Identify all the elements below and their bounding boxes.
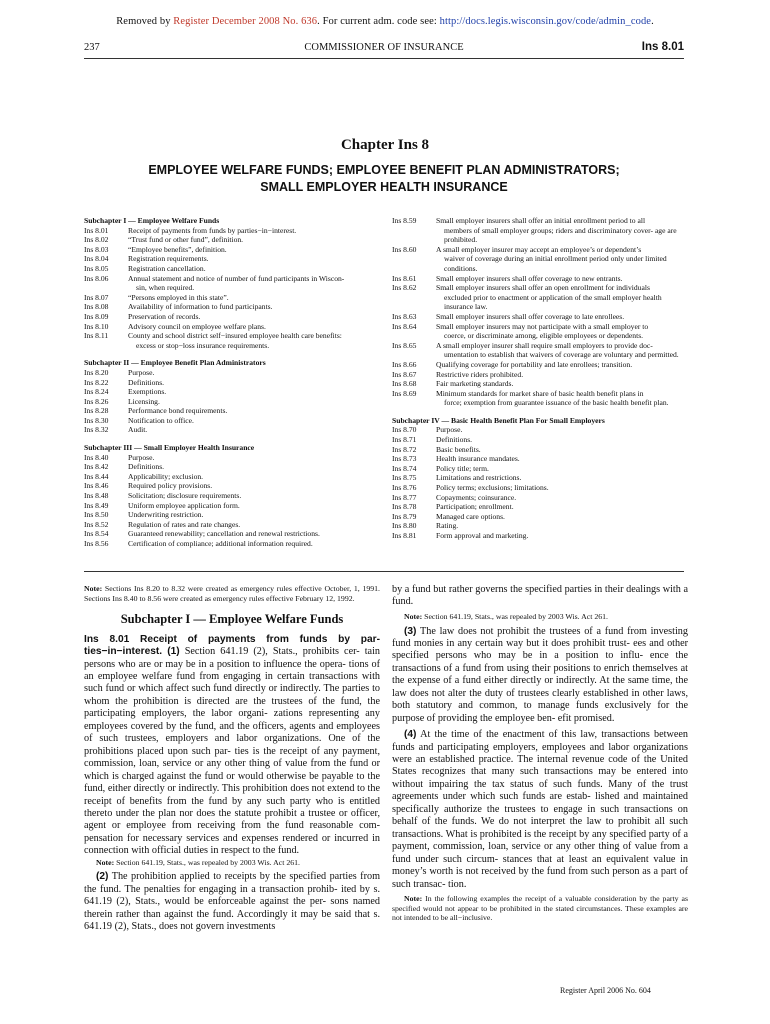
toc-section-number: Ins 8.75 [392, 473, 417, 483]
toc-entry[interactable] [392, 435, 688, 445]
toc-entry[interactable] [392, 379, 688, 389]
header-rule [84, 58, 684, 59]
toc-section-title [436, 245, 688, 274]
subsection-text: The prohibition applied to receipts by the specified parties from the fund. The penalties for engaging in a transaction prohib- ited by s. 641.19 (2), Stats., would be enforceable against the per- sons named therein rather than against the fund. Accordingly it may be said that s. 641.19 (2), Stats., does not govern investments [84, 871, 380, 933]
note-text: Section 641.19, Stats., was repealed by 2003 Wis. Act 261. [114, 857, 300, 867]
toc-section-title [436, 216, 688, 245]
toc-section-title [128, 293, 380, 303]
subsection-2 [84, 871, 380, 933]
toc-section-number: Ins 8.03 [84, 244, 109, 254]
toc-title-text: County and school district self−insured employee health care benefits: [128, 331, 342, 341]
removal-banner [0, 16, 770, 27]
toc-section-number: Ins 8.72 [392, 444, 417, 454]
toc-entry[interactable] [392, 473, 688, 483]
toc-title-text: Underwriting restriction. [128, 510, 204, 520]
toc-section-title [436, 512, 688, 522]
toc-entry[interactable] [84, 529, 380, 539]
toc-title-text: Small employer insurers shall offer an initial enrollment period to all [436, 216, 646, 225]
toc-entry[interactable] [392, 283, 688, 312]
toc-section-title [128, 501, 380, 511]
toc-entry[interactable] [84, 510, 380, 520]
toc-section-number: Ins 8.11 [84, 331, 109, 341]
toc-section-number: Ins 8.60 [392, 244, 417, 254]
note-label: Note: [96, 857, 115, 867]
toc-entry[interactable] [84, 472, 380, 482]
toc-section-number: Ins 8.08 [84, 302, 109, 312]
toc-entry[interactable] [392, 341, 688, 360]
toc-section-number: Ins 8.78 [392, 502, 417, 512]
subsection-3 [392, 626, 688, 726]
toc-entry[interactable] [84, 274, 380, 293]
admin-code-link[interactable]: http://docs.legis.wisconsin.gov/code/admin_code [439, 16, 652, 27]
toc-section-title [128, 397, 380, 407]
toc-section-title [128, 406, 380, 416]
toc-section-title [128, 416, 380, 426]
toc-section-number: Ins 8.30 [84, 415, 109, 425]
statute-note [392, 612, 688, 622]
toc-group [392, 416, 688, 541]
toc-title-continuation: members of small employer groups; riders and discriminatory cover- age are prohibited. [444, 225, 677, 245]
register-link[interactable]: Register December 2008 No. 636 [173, 16, 318, 27]
toc-entry[interactable] [392, 370, 688, 380]
toc-title-text: Small employer insurers shall offer an open enrollment for individuals [436, 283, 650, 293]
toc-section-number: Ins 8.22 [84, 377, 109, 387]
body-left-column [84, 584, 380, 934]
toc-section-number: Ins 8.50 [84, 510, 109, 520]
toc-section-title [128, 425, 380, 435]
toc-section-title [436, 370, 688, 380]
toc-title-text: Availability of information to fund participants. [128, 302, 273, 312]
toc-section-number: Ins 8.68 [392, 379, 417, 389]
running-header [84, 42, 684, 56]
toc-section-number: Ins 8.49 [84, 500, 109, 510]
toc-title-text: Annual statement and notice of number of fund participants in Wiscon- [128, 273, 345, 283]
toc-entry[interactable] [392, 502, 688, 512]
toc-title-continuation: coerce, or discriminate among, eligible employees or dependents. [444, 331, 644, 341]
toc-section-number: Ins 8.59 [392, 216, 417, 225]
toc-section-number: Ins 8.79 [392, 511, 417, 521]
toc-group [84, 443, 380, 549]
toc-section-title [436, 312, 688, 322]
toc-title-text: Performance bond requirements. [128, 406, 228, 416]
toc-group [84, 216, 380, 350]
note-label: Note: [84, 584, 103, 593]
toc-section-number: Ins 8.42 [84, 462, 109, 472]
toc-entry[interactable] [392, 531, 688, 541]
toc-entry[interactable] [84, 226, 380, 236]
toc-title-text: Small employer insurers shall offer coverage to new entrants. [436, 273, 623, 283]
toc-section-number: Ins 8.06 [84, 273, 109, 283]
toc-section-number: Ins 8.24 [84, 387, 109, 397]
toc-subchapter-heading: Subchapter II — Employee Benefit Plan Administrators [84, 358, 266, 368]
note-text: Section 641.19, Stats., was repealed by 2003 Wis. Act 261. [422, 611, 608, 621]
toc-title-text: Purpose. [128, 452, 155, 462]
toc-title-text: A small employer insurer shall require small employers to provide doc- [436, 340, 653, 350]
toc-entry[interactable] [392, 445, 688, 455]
toc-left-column [84, 216, 380, 557]
chapter-title: Chapter Ins 8 [340, 137, 430, 153]
subsection-number: (1) [167, 646, 180, 658]
toc-subchapter-heading: Subchapter IV — Basic Health Benefit Plan For Small Employers [392, 415, 605, 425]
toc-group [392, 216, 688, 408]
banner-middle: . For current adm. code see: [317, 16, 440, 27]
toc-section-title [436, 283, 688, 312]
toc-title-text: Registration cancellation. [128, 263, 206, 273]
toc-section-title [436, 521, 688, 531]
toc-group [84, 358, 380, 435]
toc-section-number: Ins 8.73 [392, 454, 417, 464]
toc-title-text: Restrictive riders prohibited. [436, 369, 524, 379]
toc-section-title [128, 264, 380, 274]
toc-entry[interactable] [392, 216, 688, 245]
section-8-01 [84, 634, 380, 858]
note-label: Note: [404, 611, 423, 621]
toc-title-text: Participation; enrollment. [436, 502, 514, 512]
toc-section-title [128, 235, 380, 245]
toc-entry[interactable] [84, 293, 380, 303]
chapter-heading-line1: EMPLOYEE WELFARE FUNDS; EMPLOYEE BENEFIT PLAN ADMINISTRATORS; [148, 163, 620, 177]
toc-title-text: Applicability; exclusion. [128, 471, 204, 481]
toc-title-text: “Employee benefits”, definition. [128, 244, 227, 254]
toc-section-number: Ins 8.64 [392, 321, 417, 331]
body-right-column [392, 584, 688, 923]
toc-entry[interactable] [84, 331, 380, 350]
chapter-heading-line2: SMALL EMPLOYER HEALTH INSURANCE [260, 180, 508, 194]
toc-section-title [128, 472, 380, 482]
banner-prefix: Removed by [116, 16, 174, 27]
toc-section-number: Ins 8.10 [84, 321, 109, 331]
toc-section-number: Ins 8.74 [392, 463, 417, 473]
section-divider [84, 571, 684, 572]
toc-section-title [128, 387, 380, 397]
toc-entry[interactable] [84, 425, 380, 435]
toc-title-text: A small employer insurer may accept an employee’s or dependent’s [436, 244, 642, 254]
toc-title-text: Form approval and marketing. [436, 531, 529, 540]
toc-section-title [436, 341, 688, 360]
toc-section-number: Ins 8.40 [84, 452, 109, 462]
toc-entry[interactable] [84, 539, 380, 549]
toc-entry[interactable] [84, 322, 380, 332]
toc-entry[interactable] [84, 254, 380, 264]
toc-section-number: Ins 8.81 [392, 531, 417, 540]
register-footer: Register April 2006 No. 604 [560, 986, 651, 995]
toc-section-title [436, 493, 688, 503]
toc-title-text: Small employer insurers may not participate with a small employer to [436, 321, 649, 331]
toc-section-number: Ins 8.52 [84, 519, 109, 529]
toc-title-text: Audit. [128, 425, 148, 435]
toc-section-number: Ins 8.32 [84, 425, 109, 435]
toc-entry[interactable] [84, 264, 380, 274]
toc-entry[interactable] [84, 245, 380, 255]
toc-section-number: Ins 8.71 [392, 435, 417, 445]
toc-entry[interactable] [84, 416, 380, 426]
toc-section-number: Ins 8.44 [84, 471, 109, 481]
toc-section-title [436, 483, 688, 493]
toc-title-text: Solicitation; disclosure requirements. [128, 491, 242, 501]
section-code: Ins 8.01 [641, 41, 684, 53]
toc-section-title [436, 445, 688, 455]
toc-section-title [436, 322, 688, 341]
page-number: 237 [84, 42, 100, 53]
toc-section-number: Ins 8.70 [392, 425, 417, 435]
toc-section-number: Ins 8.65 [392, 340, 417, 350]
toc-title-text: Fair marketing standards. [436, 379, 514, 389]
toc-entry[interactable] [392, 521, 688, 531]
toc-section-number: Ins 8.07 [84, 292, 109, 302]
toc-entry[interactable] [84, 520, 380, 530]
toc-section-title [436, 425, 688, 435]
toc-section-number: Ins 8.76 [392, 483, 417, 493]
toc-section-title [128, 312, 380, 322]
toc-entry[interactable] [392, 454, 688, 464]
toc-title-continuation: sin, when required. [136, 283, 195, 293]
toc-title-continuation: umentation to establish that waivers of coverage are voluntary and permitted. [444, 350, 679, 360]
toc-title-text: Purpose. [128, 367, 155, 377]
toc-subchapter-heading: Subchapter III — Small Employer Health Insurance [84, 443, 255, 453]
toc-title-text: “Persons employed in this state”. [128, 292, 229, 302]
toc-section-number: Ins 8.46 [84, 481, 109, 491]
toc-title-continuation: waiver of coverage during an initial enrollment period only under limited conditions. [444, 254, 667, 273]
toc-entry[interactable] [84, 406, 380, 416]
toc-entry[interactable] [84, 368, 380, 378]
toc-title-text: Policy terms; exclusions; limitations. [436, 483, 549, 493]
toc-section-number: Ins 8.67 [392, 369, 417, 379]
toc-title-text: Licensing. [128, 396, 160, 406]
toc-entry[interactable] [84, 481, 380, 491]
toc-entry[interactable] [392, 360, 688, 370]
toc-entry[interactable] [392, 464, 688, 474]
toc-title-text: Limitations and restrictions. [436, 473, 522, 483]
subsection-number: (2) [96, 871, 109, 883]
toc-title-text: Small employer insurers shall offer coverage to late enrollees. [436, 311, 625, 321]
toc-section-title [436, 454, 688, 464]
toc-section-title [436, 360, 688, 370]
toc-entry[interactable] [392, 483, 688, 493]
toc-section-number: Ins 8.61 [392, 273, 417, 283]
toc-title-text: Guaranteed renewability; cancellation and renewal restrictions. [128, 529, 320, 539]
toc-section-number: Ins 8.62 [392, 283, 417, 293]
toc-section-title [128, 245, 380, 255]
toc-entry[interactable] [392, 322, 688, 341]
toc-title-text: Notification to office. [128, 415, 194, 425]
toc-entry[interactable] [392, 274, 688, 284]
chapter-note [84, 584, 380, 603]
toc-title-text: Health insurance mandates. [436, 454, 520, 464]
examples-note [392, 894, 688, 923]
toc-title-text: Receipt of payments from funds by parties−in−interest. [128, 225, 297, 235]
toc-section-number: Ins 8.20 [84, 367, 109, 377]
toc-title-text: “Trust fund or other fund”, definition. [128, 235, 244, 245]
toc-entry[interactable] [84, 397, 380, 407]
toc-section-number: Ins 8.05 [84, 263, 109, 273]
toc-section-number: Ins 8.28 [84, 406, 109, 416]
toc-title-text: Advisory council on employee welfare plans. [128, 321, 266, 331]
toc-entry[interactable] [84, 462, 380, 472]
toc-entry[interactable] [392, 425, 688, 435]
toc-section-title [128, 453, 380, 463]
toc-title-continuation: excess or stop−loss insurance requirements. [136, 340, 270, 350]
toc-title-text: Minimum standards for market share of basic health benefit plans in [436, 388, 644, 398]
continued-text: by a fund but rather governs the specified parties in their dealings with a fund. [392, 584, 688, 608]
toc-title-text: Required policy provisions. [128, 481, 213, 491]
subsection-text: At the time of the enactment of this law, transactions between funds and participating employers, employees and labor organizations were an established practice. The internal revenue code of the United States recognizes that many such transactions may be entered into without impairing the tax status of such funds. Many of the trust agreements under which such funds are estab- lished and maintained specifically authorize the trustees to engage in such transactions on behalf of the funds. We do not interpret the law to prohibit all such transactions. What is prohibited is the receipt by any specified party of a payment, commission, loan, service or any other thing of value from a fund under such circum- stances that at least an equivalent value in money’s worth is not received by the fund from such person as a part of such transac- tion. [392, 729, 688, 890]
subsection-text: Section 641.19 (2), Stats., prohibits cer- tain persons who are or may be in a position to influence the opera- tions of an employee welfare fund from engaging in certain transactions with such fund or which affect such fund directly or indirectly. The parties to whom the prohibition is directed are the trustees of the fund, the participating employers, the labor organi- zations representing any employees covered by the fund, and the officers, agents and employees of such trustees, employers and labor organizations. One of the prohibitions placed upon such par- ties is the receipt of any payment, commission, loan, service or any other thing of value from the fund or which is charged against the fund or would otherwise be payable to the fund, either directly or indirectly. This prohibition does not extend to the receipt of benefits from the fund by any such party who is entitled thereto under the plan nor does the statute prohibit a trustee or officer, agent or employee from receiving from the fund reasonable com- pensation for necessary services and expenses rendered or incurred in connection with official duties in respect to the fund. [84, 646, 380, 857]
toc-entry[interactable] [84, 491, 380, 501]
toc-title-text: Purpose. [436, 425, 463, 435]
toc-entry[interactable] [392, 245, 688, 274]
toc-title-text: Certification of compliance; additional information required. [128, 539, 313, 548]
toc-entry[interactable] [392, 512, 688, 522]
toc-title-text: Definitions. [128, 462, 165, 472]
subsection-number: (4) [404, 729, 417, 741]
toc-section-title [436, 379, 688, 389]
toc-section-title [128, 520, 380, 530]
toc-entry[interactable] [84, 235, 380, 245]
toc-title-continuation: excluded prior to enactment or application of the small employer health insurance law. [444, 292, 662, 312]
toc-section-title [128, 481, 380, 491]
toc-section-title [436, 464, 688, 474]
toc-entry[interactable] [84, 453, 380, 463]
toc-section-number: Ins 8.48 [84, 491, 109, 501]
toc-section-title [128, 539, 380, 549]
section-heading: Ins 8.01 Receipt of payments from funds by par- ties−in−interest. [84, 633, 380, 658]
toc-section-title [436, 502, 688, 512]
agency-name: COMMISSIONER OF INSURANCE [304, 42, 464, 53]
toc-title-text: Preservation of records. [128, 311, 201, 321]
toc-section-number: Ins 8.54 [84, 529, 109, 539]
toc-section-title [436, 389, 688, 408]
toc-section-number: Ins 8.04 [84, 254, 109, 264]
toc-right-column [392, 216, 688, 549]
toc-section-title [436, 435, 688, 445]
toc-section-title [128, 529, 380, 539]
toc-section-title [436, 473, 688, 483]
toc-section-number: Ins 8.09 [84, 311, 109, 321]
toc-section-number: Ins 8.56 [84, 539, 109, 548]
subsection-4 [392, 729, 688, 891]
toc-entry[interactable] [84, 302, 380, 312]
toc-title-text: Qualifying coverage for portability and late enrollees; transition. [436, 359, 633, 369]
note-label: Note: [404, 894, 423, 904]
toc-title-text: Definitions. [128, 377, 165, 387]
toc-section-title [128, 378, 380, 388]
toc-entry[interactable] [84, 378, 380, 388]
toc-section-number: Ins 8.26 [84, 396, 109, 406]
toc-title-text: Basic benefits. [436, 444, 481, 454]
toc-section-number: Ins 8.69 [392, 388, 417, 398]
toc-title-text: Rating. [436, 521, 459, 531]
toc-section-title [128, 368, 380, 378]
note-text: In the following examples the receipt of a valuable consideration by the party as specified would not appear to be prohibited in the stated circumstances. These examples are not intended to be all−inclusive. [392, 894, 688, 923]
toc-title-text: Exemptions. [128, 387, 167, 397]
toc-section-title [436, 274, 688, 284]
toc-title-continuation: force; exemption from guarantee issuance of the basic health benefit plan. [444, 398, 669, 408]
subsection-text: The law does not prohibit the trustees of a fund from investing fund monies in any certain way but it does prohibit trust- ees and other specified persons who may be in a position to influ- ence the transactions of a fund from using their positions to enrich themselves at the expense of a fund either directly or indirectly. At the same time, the law does not alter the duty of trustees clearly established in other laws, both statutory and common, to manage funds exclusively for the purpose of providing the employee ben- efit promised. [392, 625, 688, 724]
toc-section-number: Ins 8.63 [392, 311, 417, 321]
chapter-heading [84, 162, 684, 196]
subchapter-heading: Subchapter I — Employee Welfare Funds [120, 612, 344, 627]
toc-section-title [128, 254, 380, 264]
toc-title-text: Regulation of rates and rate changes. [128, 519, 241, 529]
toc-title-text: Copayments; coinsurance. [436, 492, 517, 502]
toc-section-title [436, 531, 688, 541]
toc-section-title [128, 462, 380, 472]
toc-section-title [128, 510, 380, 520]
toc-section-title [128, 226, 380, 236]
subsection-number: (3) [404, 625, 417, 637]
toc-subchapter-heading: Subchapter I — Employee Welfare Funds [84, 216, 220, 225]
toc-entry[interactable] [392, 312, 688, 322]
toc-section-number: Ins 8.02 [84, 235, 109, 245]
chapter-note-text: Sections Ins 8.20 to 8.32 were created as emergency rules effective October, 1, 1991. Sections Ins 8.40 to 8.56 were created as emergency rules effective February 12, 1992. [84, 584, 380, 603]
toc-section-number: Ins 8.01 [84, 225, 109, 235]
toc-title-text: Managed care options. [436, 511, 505, 521]
statute-note [84, 858, 380, 868]
toc-section-title [128, 302, 380, 312]
toc-title-text: Registration requirements. [128, 254, 209, 264]
toc-section-title [128, 322, 380, 332]
toc-title-text: Policy title; term. [436, 463, 489, 473]
toc-entry[interactable] [84, 501, 380, 511]
toc-entry[interactable] [84, 312, 380, 322]
banner-suffix: . [651, 16, 654, 27]
toc-title-text: Definitions. [436, 435, 473, 445]
toc-section-title [128, 491, 380, 501]
toc-entry[interactable] [392, 389, 688, 408]
toc-section-title [128, 274, 380, 293]
toc-entry[interactable] [392, 493, 688, 503]
toc-title-text: Uniform employee application form. [128, 500, 240, 510]
toc-section-number: Ins 8.80 [392, 521, 417, 531]
toc-entry[interactable] [84, 387, 380, 397]
toc-section-number: Ins 8.66 [392, 359, 417, 369]
toc-section-title [128, 331, 380, 350]
toc-section-number: Ins 8.77 [392, 492, 417, 502]
